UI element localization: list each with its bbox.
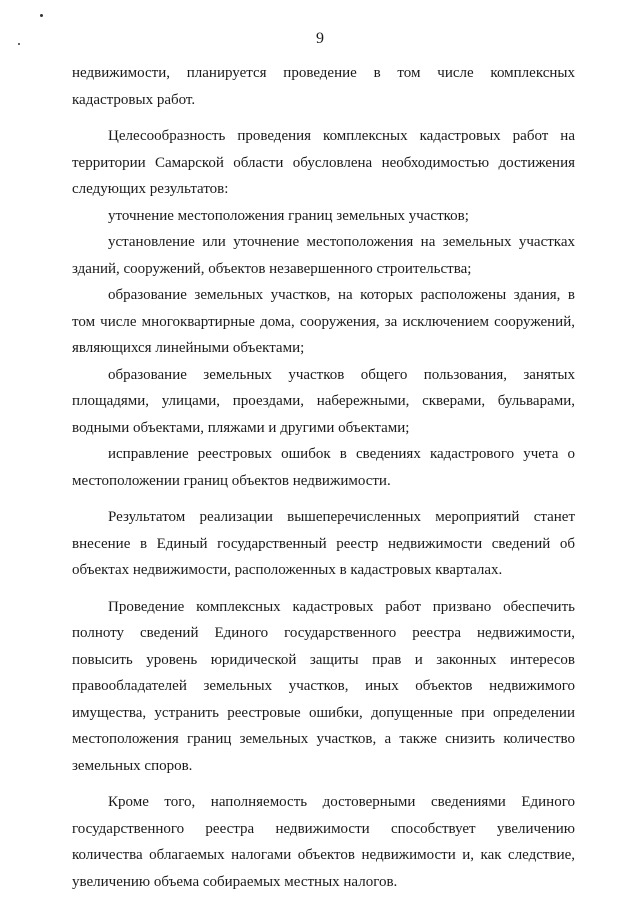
list-item: исправление реестровых ошибок в сведениях кадастрового учета о местоположении границ объектов недвижимости. <box>72 446 575 489</box>
list-item: установление или уточнение местоположения на земельных участках зданий, сооружений, объектов незавершенного строительства; <box>72 234 575 277</box>
list-item: уточнение местоположения границ земельных участков; <box>108 207 469 224</box>
paragraph: Кроме того, наполняемость достоверными сведениями Единого государственного реестра недвижимости способствует увеличению количества облагаемых налогами объектов недвижимости и, как следствие, увеличению объема собираемых местных налогов. <box>72 794 575 890</box>
document-body <box>72 60 575 895</box>
paragraph: Результатом реализации вышеперечисленных мероприятий станет внесение в Единый государственный реестр недвижимости сведений об объектах недвижимости, расположенных в кадастровых кварталах. <box>72 509 575 578</box>
paragraph: Целесообразность проведения комплексных кадастровых работ на территории Самарской области обусловлена необходимостью достижения следующих результатов: <box>72 128 575 197</box>
paragraph: Проведение комплексных кадастровых работ призвано обеспечить полноту сведений Единого государственного реестра недвижимости, повысить уровень юридической защиты прав и законных интересов правообладателей земельных участков, иных объектов недвижимого имущества, устранить реестровые ошибки, допущенные при определении местоположения границ земельных участков, а также снизить количество земельных споров. <box>72 598 575 774</box>
page-number: 9 <box>316 30 324 47</box>
paragraph-continuation: недвижимости, планируется проведение в том числе комплексных кадастровых работ. <box>72 65 575 108</box>
scan-speck <box>40 14 43 17</box>
list-item: образование земельных участков общего пользования, занятых площадями, улицами, проездами, набережными, скверами, бульварами, водными объектами, пляжами и другими объектами; <box>72 366 575 436</box>
list-item: образование земельных участков, на которых расположены здания, в том числе многоквартирные дома, сооружения, за исключением сооружений, являющихся линейными объектами; <box>72 287 575 356</box>
